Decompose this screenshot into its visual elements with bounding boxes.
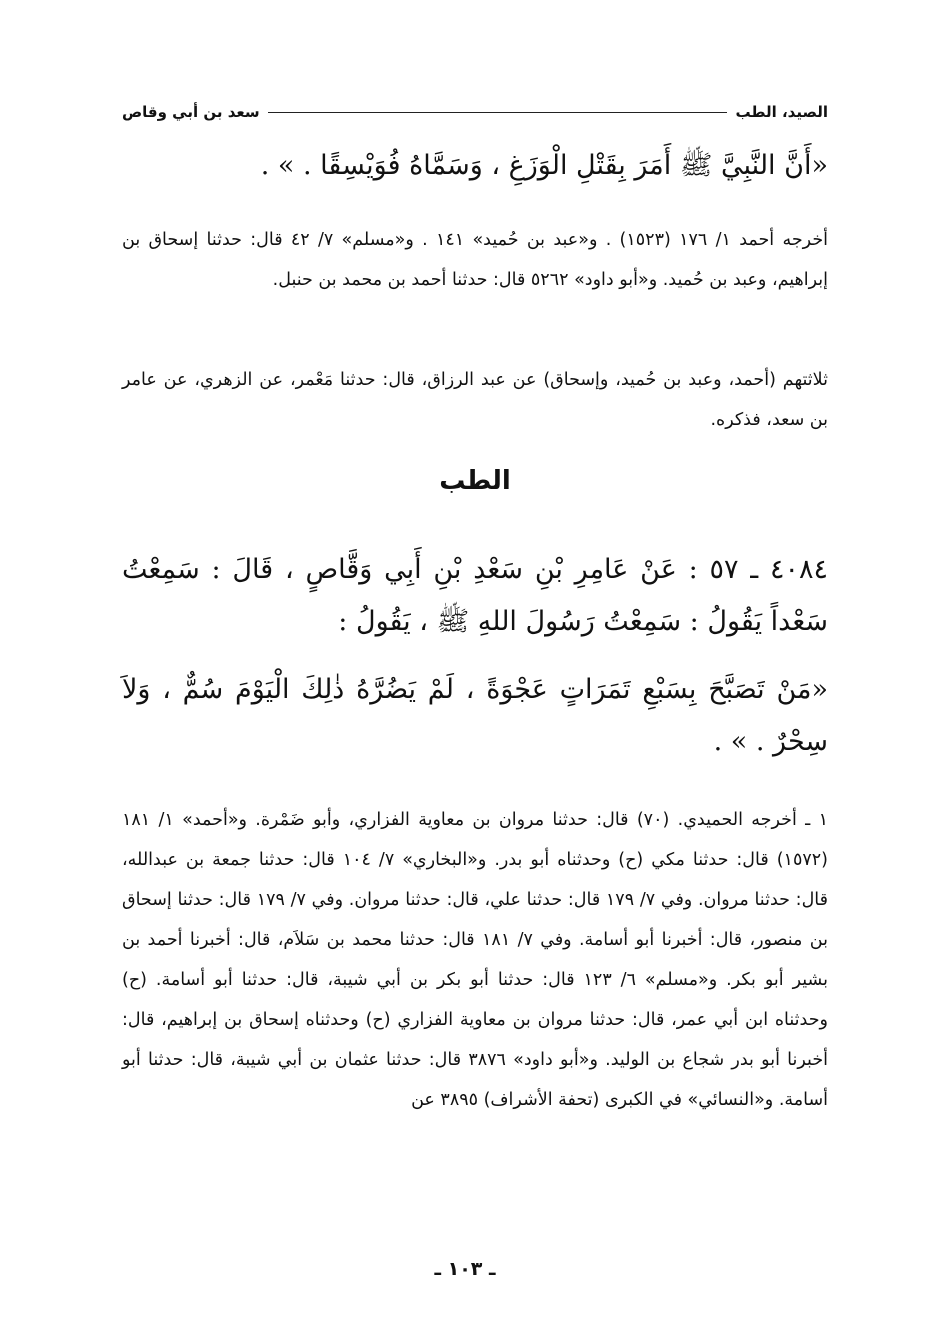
- running-header: [122, 100, 828, 124]
- takhrij-paragraph-1: أخرجه أحمد ١/ ١٧٦ (١٥٢٣) . و«عبد بن حُميد» ١٤١ . و«مسلم» ٧/ ٤٢ قال: حدثنا إسحاق بن إبراهيم، وعبد بن حُميد. و«أبو داود» ٥٢٦٢ قال: حدثنا أحمد بن محمد بن حنبل.: [122, 230, 828, 290]
- takhrij-paragraph-2: ثلاثتهم (أحمد، وعبد بن حُميد، وإسحاق) عن عبد الرزاق، قال: حدثنا مَعْمر، عن الزهري، عن عامر بن سعد، فذكره.: [122, 370, 828, 430]
- section-title: الطب: [439, 466, 511, 496]
- header-chapter: الصيد، الطب: [735, 103, 828, 121]
- takhrij-paragraph-3: ١ ـ أخرجه الحميدي. (٧٠) قال: حدثنا مروان بن معاوية الفزاري، وأبو ضَمْرة. و«أحمد» ١/ ١٨١ (١٥٧٢) قال: حدثنا مكي (ح) وحدثناه أبو بدر. و«البخاري» ٧/ ١٠٤ قال: حدثنا جمعة بن عبدالله، قال: حدثنا مروان. وفي ٧/ ١٧٩ قال: حدثنا علي، قال: حدثنا مروان. وفي ٧/ ١٧٩ قال: حدثنا إسحاق بن منصور، قال: أخبرنا أبو أسامة. وفي ٧/ ١٨١ قال: حدثنا محمد بن سَلاَم، قال: أخبرنا أحمد بن بشير أبو بكر. و«مسلم» ٦/ ١٢٣ قال: حدثنا أبو بكر بن أبي شيبة، قال: حدثنا أبو أسامة. (ح) وحدثناه ابن أبي عمر، قال: حدثنا مروان بن معاوية الفزاري (ح) وحدثناه إسحاق بن إبراهيم، قال: أخبرنا أبو بدر شجاع بن الوليد. و«أبو داود» ٣٨٧٦ قال: حدثنا عثمان بن أبي شيبة، قال: حدثنا أبو أسامة. و«النسائي» في الكبرى (تحفة الأشراف) ٣٨٩٥ عن: [122, 810, 828, 1110]
- hadith-top: «أَنَّ النَّبِيَّ ﷺ أَمَرَ بِقَتْلِ الْوَزَغِ ، وَسَمَّاهُ فُوَيْسِقًا . » .: [260, 150, 828, 181]
- hadith-text: «مَنْ تَصَبَّحَ بِسَبْعِ تَمَرَاتٍ عَجْوَةً ، لَمْ يَضُرَّهُ ذٰلِكَ الْيَوْمَ سُمٌّ ، وَلاَ سِحْرٌ . » .: [122, 674, 828, 757]
- header-rule: [268, 112, 728, 113]
- header-companion: سعد بن أبي وقاص: [122, 103, 260, 121]
- page-number: ـ ١٠٣ ـ: [434, 1258, 496, 1280]
- hadith-intro: ٤٠٨٤ ـ ٥٧ : عَنْ عَامِرِ بْنِ سَعْدِ بْنِ أَبِي وَقَّاصٍ ، قَالَ : سَمِعْتُ سَعْداً يَقُولُ : سَمِعْتُ رَسُولَ اللهِ ﷺ ، يَقُولُ :: [122, 554, 828, 637]
